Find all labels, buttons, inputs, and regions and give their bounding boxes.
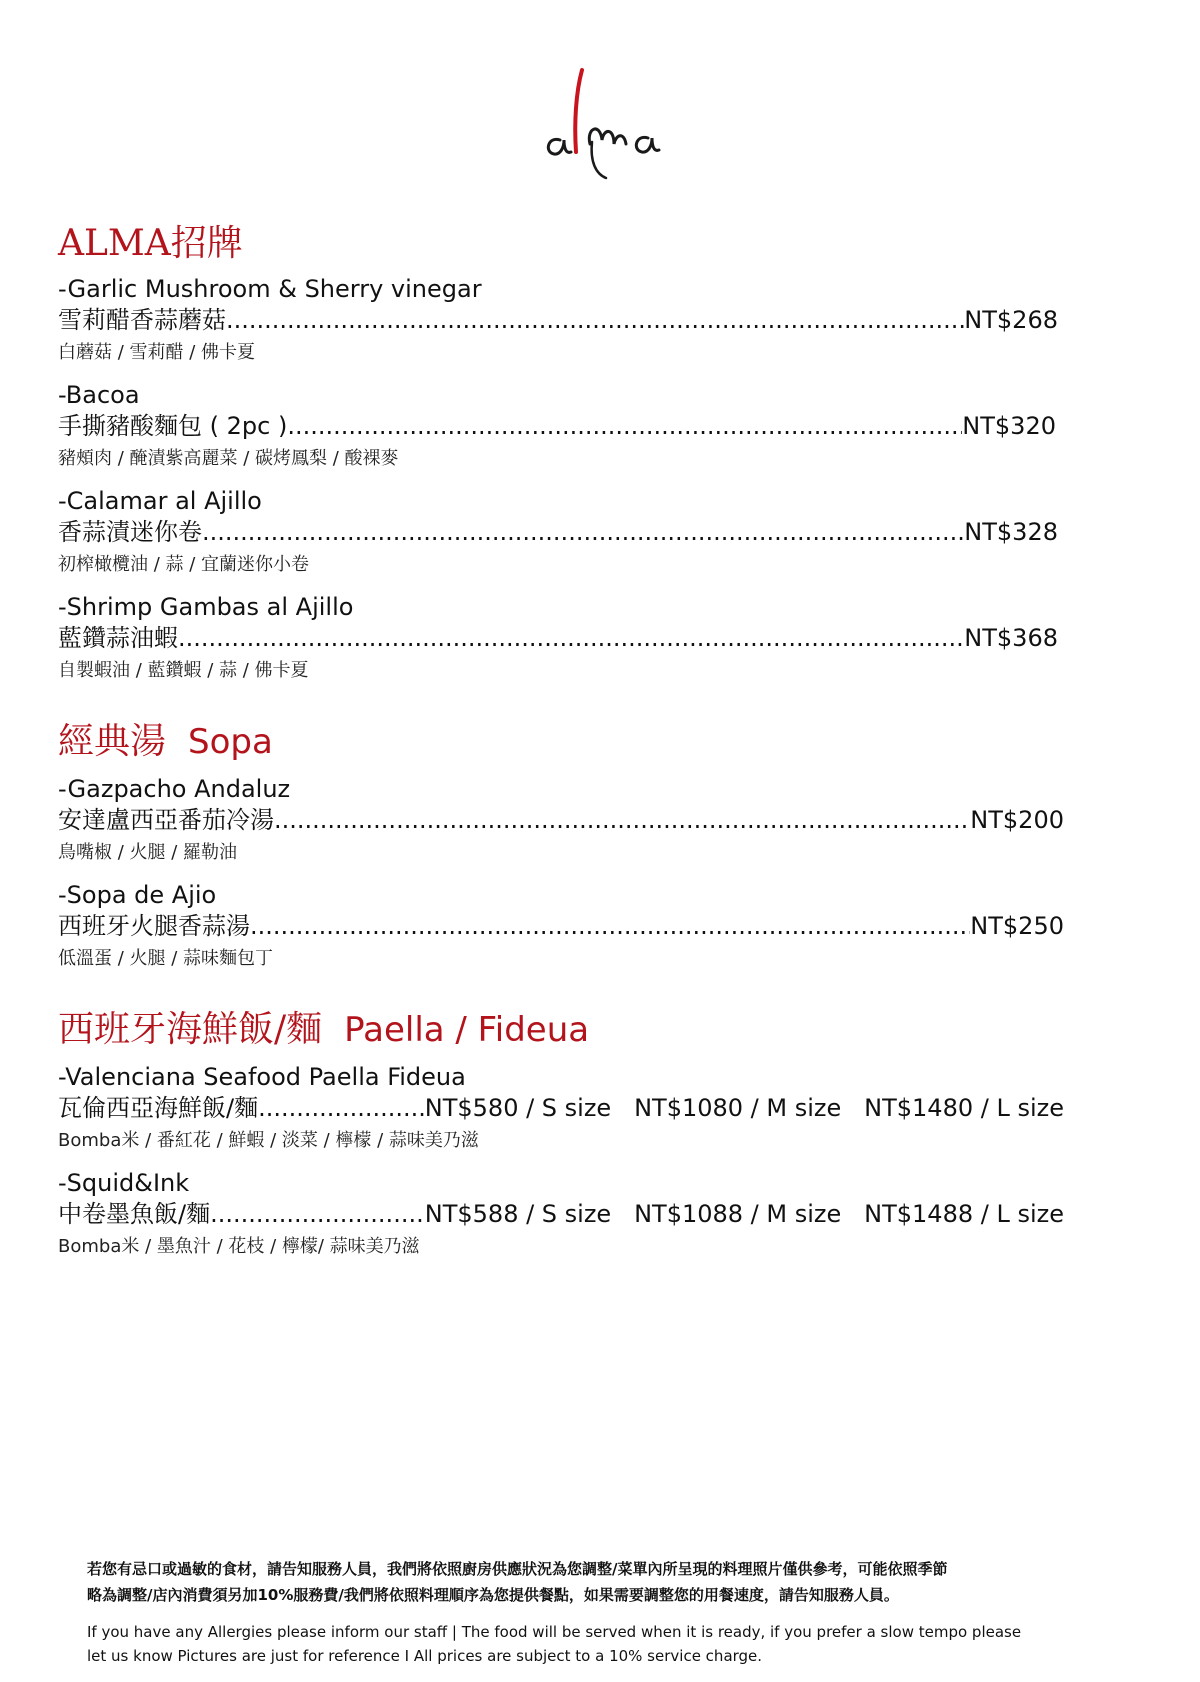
item-price: NT$320 [962, 412, 1056, 440]
dot-leader [287, 410, 962, 442]
menu-item [58, 1168, 1064, 1260]
section-title-soup [58, 722, 273, 762]
section-title-cn: 經典湯 [58, 721, 167, 762]
item-price-line [58, 622, 1058, 654]
dot-leader [258, 1092, 425, 1124]
section-title-cn: 西班牙海鮮飯/麵 [58, 1009, 323, 1050]
footer-en-notice [87, 1620, 1127, 1668]
item-name-cn: 手撕豬酸麵包 ( 2pc ) [58, 412, 288, 440]
item-description: 初榨橄欖油 / 蒜 / 宜蘭迷你小卷 [58, 554, 310, 575]
item-name-cn: 藍鑽蒜油蝦 [58, 624, 178, 652]
item-name-en: -Bacoa [58, 381, 140, 409]
item-description: Bomba米 / 番紅花 / 鮮蝦 / 淡菜 / 檸檬 / 蒜味美乃滋 [58, 1130, 479, 1151]
item-price-line [58, 516, 1058, 548]
dot-leader [274, 804, 970, 836]
item-name-en: -Squid&Ink [58, 1169, 190, 1197]
item-name-en: -Gazpacho Andaluz [58, 775, 291, 803]
menu-item [58, 1062, 1064, 1154]
menu-item [58, 380, 1056, 472]
item-description: 白蘑菇 / 雪莉醋 / 佛卡夏 [58, 342, 256, 363]
item-name-cn: 中卷墨魚飯/麵 [58, 1200, 211, 1228]
item-name-en: -Shrimp Gambas al Ajillo [58, 593, 354, 621]
menu-item [58, 486, 1058, 578]
item-price-line [58, 1092, 1064, 1124]
item-price: NT$588 / S size NT$1088 / M size NT$1488 / L size [424, 1200, 1064, 1228]
item-name-en: -Valenciana Seafood Paella Fideua [58, 1063, 466, 1091]
section-title-cn: ALMA招牌 [58, 223, 243, 264]
menu-item [58, 774, 1064, 866]
footer-zh-line-1: 若您有忌口或過敏的食材，請告知服務人員，我們將依照廚房供應狀況為您調整/菜單內所呈現的料理照片僅供參考，可能依照季節 [87, 1560, 948, 1578]
section-title-en: Sopa [188, 722, 273, 762]
section-title-en: Paella / Fideua [344, 1010, 590, 1050]
dot-leader [178, 622, 964, 654]
footer-en-line-2: let us know Pictures are just for reference I All prices are subject to a 10% service charge. [87, 1647, 763, 1665]
item-name-cn: 香蒜漬迷你卷 [58, 518, 202, 546]
footer-zh-line-2: 略為調整/店內消費須另加10%服務費/我們將依照料理順序為您提供餐點，如果需要調整您的用餐速度，請告知服務人員。 [87, 1586, 899, 1604]
item-price-line [58, 410, 1056, 442]
item-price: NT$250 [970, 912, 1064, 940]
item-name-en: -Calamar al Ajillo [58, 487, 262, 515]
item-price-line [58, 1198, 1064, 1230]
item-price: NT$200 [970, 806, 1064, 834]
item-price-line [58, 804, 1064, 836]
item-price: NT$580 / S size NT$1080 / M size NT$1480 / L size [424, 1094, 1064, 1122]
section-title-signature [58, 224, 243, 264]
item-price: NT$328 [964, 518, 1058, 546]
section-title-paella [58, 1010, 589, 1050]
dot-leader [250, 910, 970, 942]
item-price: NT$268 [964, 306, 1058, 334]
item-name-cn: 雪莉醋香蒜蘑菇 [58, 306, 226, 334]
menu-item [58, 274, 1058, 366]
dot-leader [202, 516, 964, 548]
item-name-cn: 瓦倫西亞海鮮飯/麵 [58, 1094, 259, 1122]
dot-leader [210, 1198, 425, 1230]
item-description: 自製蝦油 / 藍鑽蝦 / 蒜 / 佛卡夏 [58, 660, 309, 681]
item-name-en: -Garlic Mushroom & Sherry vinegar [58, 275, 482, 303]
item-description: 低溫蛋 / 火腿 / 蒜味麵包丁 [58, 948, 274, 969]
item-description: 鳥嘴椒 / 火腿 / 羅勒油 [58, 842, 238, 863]
item-price: NT$368 [964, 624, 1058, 652]
footer-notice [87, 1556, 1127, 1668]
item-name-en: -Sopa de Ajio [58, 881, 217, 909]
alma-logo [540, 62, 670, 192]
item-price-line [58, 910, 1064, 942]
dot-leader [226, 304, 964, 336]
item-description: 豬頰肉 / 醃漬紫高麗菜 / 碳烤鳳梨 / 酸裸麥 [58, 448, 399, 469]
menu-item [58, 592, 1058, 684]
item-price-line [58, 304, 1058, 336]
item-description: Bomba米 / 墨魚汁 / 花枝 / 檸檬/ 蒜味美乃滋 [58, 1236, 420, 1257]
item-name-cn: 西班牙火腿香蒜湯 [58, 912, 250, 940]
item-name-cn: 安達盧西亞番茄冷湯 [58, 806, 274, 834]
footer-en-line-1: If you have any Allergies please inform our staff | The food will be served when it is ready, if you prefer a slow tempo please [87, 1623, 1022, 1641]
menu-item [58, 880, 1064, 972]
